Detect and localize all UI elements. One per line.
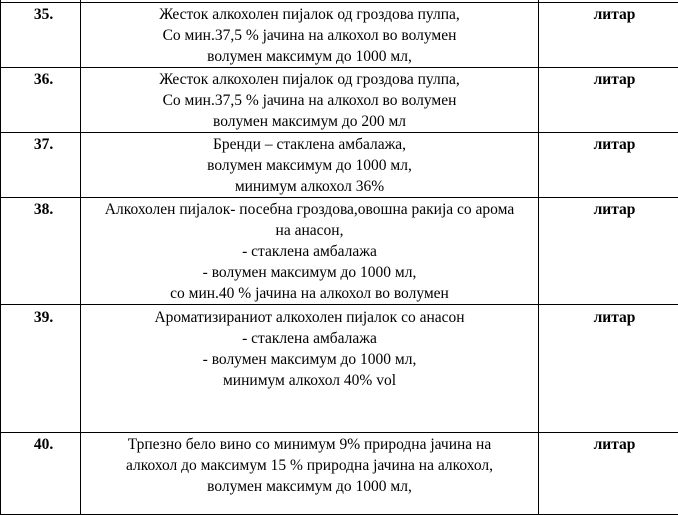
- row-description: [81, 3, 539, 68]
- description-line: Жесток алкохолен пијалок од гроздова пулпа,: [81, 4, 538, 25]
- row-unit: литар: [539, 198, 678, 305]
- description-line: Бренди – стаклена амбалажа,: [81, 134, 538, 155]
- row-unit: литар: [539, 133, 678, 198]
- description-line: со мин.40 % јачина на алкохол во волумен: [81, 283, 538, 304]
- description-line: Со мин.37,5 % јачина на алкохол во волумен: [81, 25, 538, 46]
- description-line: волумен максимум до 1000 мл,: [81, 155, 538, 176]
- row-unit: литар: [539, 68, 678, 133]
- description-line: - стаклена амбалажа: [81, 328, 538, 349]
- description-line: Жесток алкохолен пијалок од гроздова пулпа,: [81, 69, 538, 90]
- table-row: [1, 68, 678, 133]
- row-number: 37.: [1, 133, 81, 198]
- description-line: - волумен максимум до 1000 мл,: [81, 262, 538, 283]
- description-line: минимум алкохол 40% vol: [81, 370, 538, 391]
- row-description: [81, 198, 539, 305]
- table-row: [1, 198, 678, 305]
- row-description: [81, 433, 539, 515]
- description-line: - волумен максимум до 1000 мл,: [81, 349, 538, 370]
- description-line: минимум алкохол 36%: [81, 176, 538, 197]
- row-unit: литар: [539, 305, 678, 433]
- row-number: 35.: [1, 3, 81, 68]
- table-row: [1, 305, 678, 433]
- row-description: [81, 305, 539, 433]
- row-description: [81, 133, 539, 198]
- description-line: Трпезно бело вино со минимум 9% природна јачина на: [81, 434, 538, 455]
- row-unit: литар: [539, 3, 678, 68]
- row-number: 38.: [1, 198, 81, 305]
- row-number: 39.: [1, 305, 81, 433]
- description-line: Ароматизираниот алкохолен пијалок со анасон: [81, 307, 538, 328]
- table-row: [1, 433, 678, 515]
- row-number: 40.: [1, 433, 81, 515]
- description-line: волумен максимум до 200 мл: [81, 111, 538, 132]
- description-line: Алкохолен пијалок- посебна гроздова,овошна ракија со арома: [81, 199, 538, 220]
- description-line: Со мин.37,5 % јачина на алкохол во волумен: [81, 90, 538, 111]
- description-line: - стаклена амбалажа: [81, 241, 538, 262]
- description-line: на анасон,: [81, 220, 538, 241]
- table-row: [1, 3, 678, 68]
- row-unit: литар: [539, 433, 678, 515]
- description-line: алкохол до максимум 15 % природна јачина на алкохол,: [81, 455, 538, 476]
- description-line: волумен максимум до 1000 мл,: [81, 476, 538, 497]
- row-description: [81, 68, 539, 133]
- row-number: 36.: [1, 68, 81, 133]
- description-line: волумен максимум до 1000 мл,: [81, 46, 538, 67]
- table-row: [1, 133, 678, 198]
